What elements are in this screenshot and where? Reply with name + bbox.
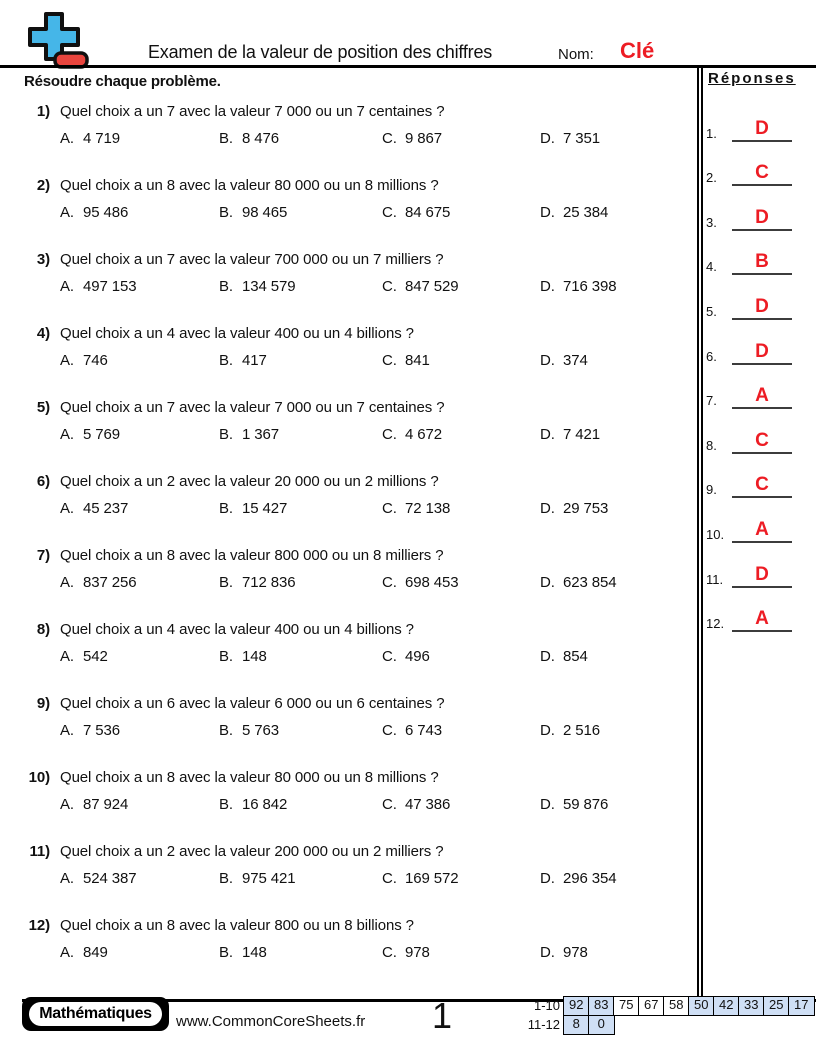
choice-value: 45 237	[83, 500, 129, 517]
choice-b	[219, 944, 382, 961]
answer-letter: A	[755, 608, 769, 630]
brand-badge	[22, 997, 169, 1031]
question-number: 2)	[36, 177, 50, 194]
choice-letter: A.	[60, 130, 74, 147]
score-cell: 67	[638, 996, 665, 1016]
score-cell: 17	[788, 996, 815, 1016]
choice-value: 623 854	[563, 574, 617, 591]
choice-d	[540, 944, 694, 961]
answer-letter: D	[755, 563, 769, 585]
choice-d	[540, 352, 694, 369]
choice-value: 59 876	[563, 796, 609, 813]
choice-b	[219, 500, 382, 517]
choice-letter: D.	[540, 352, 555, 369]
score-row-label: 1-10	[533, 998, 560, 1013]
answers-list	[706, 97, 792, 632]
question-text: Quel choix a un 4 avec la valeur 400 ou un 4 billions ?	[60, 325, 414, 342]
answer-number: 10.	[706, 526, 725, 542]
choice-value: 95 486	[83, 204, 129, 221]
choices-row	[60, 648, 694, 665]
choice-d	[540, 648, 694, 665]
choice-value: 496	[405, 648, 430, 665]
answer-item	[706, 97, 792, 142]
choice-a	[60, 944, 219, 961]
question	[0, 688, 694, 762]
question-number: 11)	[29, 843, 50, 860]
answer-blank-line	[732, 386, 792, 409]
choice-letter: B.	[219, 574, 233, 591]
score-row	[520, 1015, 815, 1035]
choice-value: 134 579	[242, 278, 296, 295]
question-text: Quel choix a un 2 avec la valeur 20 000 ou un 2 millions ?	[60, 473, 439, 490]
question-line	[0, 325, 694, 342]
choice-letter: C.	[382, 870, 397, 887]
choice-value: 746	[83, 352, 108, 369]
choice-letter: A.	[60, 870, 74, 887]
answer-blank-line	[732, 475, 792, 498]
score-cell: 33	[738, 996, 765, 1016]
choice-letter: C.	[382, 426, 397, 443]
choice-value: 1 367	[242, 426, 280, 443]
answer-item	[706, 588, 792, 633]
question-text: Quel choix a un 6 avec la valeur 6 000 ou un 6 centaines ?	[60, 695, 445, 712]
choice-letter: C.	[382, 278, 397, 295]
brand-label: Mathématiques	[29, 1002, 162, 1026]
choice-letter: C.	[382, 796, 397, 813]
question-number: 5)	[36, 399, 50, 416]
choice-letter: A.	[60, 204, 74, 221]
choice-d	[540, 796, 694, 813]
choice-letter: B.	[219, 796, 233, 813]
answer-blank-line	[732, 342, 792, 365]
choice-letter: B.	[219, 426, 233, 443]
choice-letter: A.	[60, 352, 74, 369]
answer-number: 8.	[706, 437, 717, 453]
choice-value: 2 516	[563, 722, 601, 739]
answer-letter: C	[755, 162, 769, 184]
answer-blank-line	[732, 119, 792, 142]
choice-a	[60, 204, 219, 221]
question	[0, 910, 694, 984]
choice-value: 72 138	[405, 500, 451, 517]
choice-d	[540, 870, 694, 887]
question-line	[0, 695, 694, 712]
answer-blank-line	[732, 252, 792, 275]
choice-letter: B.	[219, 722, 233, 739]
choice-value: 712 836	[242, 574, 296, 591]
question	[0, 96, 694, 170]
choices-row	[60, 944, 694, 961]
answers-title: Réponses	[708, 70, 796, 87]
choice-a	[60, 648, 219, 665]
choice-letter: D.	[540, 722, 555, 739]
score-cell: 92	[563, 996, 590, 1016]
question	[0, 170, 694, 244]
score-cell: 25	[763, 996, 790, 1016]
question	[0, 392, 694, 466]
choice-value: 98 465	[242, 204, 288, 221]
choice-value: 7 351	[563, 130, 601, 147]
choice-value: 978	[405, 944, 430, 961]
choices-row	[60, 352, 694, 369]
answer-number: 1.	[706, 125, 717, 141]
choice-c	[382, 944, 540, 961]
choice-value: 854	[563, 648, 588, 665]
question-number: 7)	[36, 547, 50, 564]
choice-value: 497 153	[83, 278, 137, 295]
answer-blank-line	[732, 520, 792, 543]
choice-value: 698 453	[405, 574, 459, 591]
choice-value: 47 386	[405, 796, 451, 813]
choice-value: 4 672	[405, 426, 443, 443]
choice-letter: D.	[540, 574, 555, 591]
choice-letter: D.	[540, 648, 555, 665]
choice-d	[540, 130, 694, 147]
choice-value: 5 763	[242, 722, 280, 739]
answer-number: 12.	[706, 616, 725, 632]
score-cell: 0	[588, 1015, 615, 1035]
score-cell: 50	[688, 996, 715, 1016]
choice-value: 849	[83, 944, 108, 961]
answer-letter: D	[755, 117, 769, 139]
choice-b	[219, 130, 382, 147]
page-number: 1	[432, 995, 453, 1036]
choice-letter: A.	[60, 796, 74, 813]
choice-value: 16 842	[242, 796, 288, 813]
choice-letter: A.	[60, 500, 74, 517]
answer-letter: A	[755, 385, 769, 407]
score-cell: 42	[713, 996, 740, 1016]
answer-item	[706, 543, 792, 588]
answer-blank-line	[732, 609, 792, 632]
choice-b	[219, 722, 382, 739]
choice-letter: B.	[219, 500, 233, 517]
question	[0, 318, 694, 392]
choice-value: 716 398	[563, 278, 617, 295]
choices-row	[60, 204, 694, 221]
choice-letter: D.	[540, 130, 555, 147]
answer-item	[706, 365, 792, 410]
score-cell: 58	[663, 996, 690, 1016]
question-line	[0, 621, 694, 638]
choice-letter: A.	[60, 574, 74, 591]
choice-value: 417	[242, 352, 267, 369]
choice-a	[60, 722, 219, 739]
choices-row	[60, 796, 694, 813]
choice-letter: B.	[219, 944, 233, 961]
choice-letter: D.	[540, 426, 555, 443]
choice-letter: D.	[540, 500, 555, 517]
choice-a	[60, 426, 219, 443]
choice-value: 9 867	[405, 130, 443, 147]
page-title: Examen de la valeur de position des chiffres	[148, 42, 493, 62]
answer-blank-line	[732, 297, 792, 320]
choice-value: 169 572	[405, 870, 459, 887]
question-number: 6)	[36, 473, 50, 490]
question-line	[0, 177, 694, 194]
choice-d	[540, 278, 694, 295]
choice-c	[382, 426, 540, 443]
choice-a	[60, 796, 219, 813]
name-label: Nom:	[558, 46, 594, 63]
choice-value: 84 675	[405, 204, 451, 221]
answers-divider	[697, 65, 703, 998]
choice-b	[219, 204, 382, 221]
header-rule	[0, 65, 816, 68]
choice-letter: C.	[382, 574, 397, 591]
name-value: Clé	[620, 38, 655, 63]
answer-number: 3.	[706, 214, 717, 230]
score-cells	[563, 996, 815, 1016]
instruction-text: Résoudre chaque problème.	[24, 73, 221, 90]
question-text: Quel choix a un 8 avec la valeur 80 000 ou un 8 millions ?	[60, 769, 439, 786]
choice-value: 148	[242, 648, 267, 665]
choice-b	[219, 352, 382, 369]
choice-value: 975 421	[242, 870, 296, 887]
answer-item	[706, 498, 792, 543]
choice-a	[60, 130, 219, 147]
choice-a	[60, 278, 219, 295]
question-number: 1)	[36, 103, 50, 120]
question	[0, 836, 694, 910]
choice-b	[219, 574, 382, 591]
choice-letter: C.	[382, 352, 397, 369]
choices-row	[60, 426, 694, 443]
question-line	[0, 917, 694, 934]
choice-value: 8 476	[242, 130, 280, 147]
score-cell: 75	[613, 996, 640, 1016]
choice-c	[382, 870, 540, 887]
choice-a	[60, 352, 219, 369]
choice-value: 6 743	[405, 722, 443, 739]
question-line	[0, 103, 694, 120]
choice-b	[219, 648, 382, 665]
choice-letter: B.	[219, 870, 233, 887]
choice-value: 542	[83, 648, 108, 665]
question-text: Quel choix a un 7 avec la valeur 7 000 ou un 7 centaines ?	[60, 399, 445, 416]
questions-list	[0, 96, 694, 984]
choice-c	[382, 278, 540, 295]
choice-value: 837 256	[83, 574, 137, 591]
choice-c	[382, 796, 540, 813]
question-line	[0, 251, 694, 268]
answer-item	[706, 275, 792, 320]
choice-value: 25 384	[563, 204, 609, 221]
choice-c	[382, 574, 540, 591]
choice-letter: B.	[219, 278, 233, 295]
question-number: 12)	[28, 917, 50, 934]
question-text: Quel choix a un 2 avec la valeur 200 000 ou un 2 milliers ?	[60, 843, 444, 860]
answer-letter: C	[755, 474, 769, 496]
choice-c	[382, 722, 540, 739]
choice-c	[382, 204, 540, 221]
choice-value: 15 427	[242, 500, 288, 517]
choice-value: 148	[242, 944, 267, 961]
answer-letter: C	[755, 429, 769, 451]
answer-blank-line	[732, 431, 792, 454]
choice-value: 847 529	[405, 278, 459, 295]
choice-b	[219, 426, 382, 443]
question-text: Quel choix a un 8 avec la valeur 800 000 ou un 8 milliers ?	[60, 547, 444, 564]
choice-letter: C.	[382, 204, 397, 221]
choice-a	[60, 870, 219, 887]
question-text: Quel choix a un 4 avec la valeur 400 ou un 4 billions ?	[60, 621, 414, 638]
choice-c	[382, 648, 540, 665]
choice-value: 5 769	[83, 426, 121, 443]
choice-d	[540, 500, 694, 517]
choice-letter: D.	[540, 796, 555, 813]
question	[0, 762, 694, 836]
choice-d	[540, 204, 694, 221]
choice-b	[219, 870, 382, 887]
question-text: Quel choix a un 7 avec la valeur 700 000 ou un 7 milliers ?	[60, 251, 444, 268]
choices-row	[60, 278, 694, 295]
question-line	[0, 473, 694, 490]
choice-letter: D.	[540, 204, 555, 221]
answer-number: 11.	[706, 571, 724, 587]
website-text: www.CommonCoreSheets.fr	[176, 1013, 366, 1030]
choice-value: 29 753	[563, 500, 609, 517]
choice-value: 524 387	[83, 870, 137, 887]
answer-letter: D	[755, 206, 769, 228]
choices-row	[60, 500, 694, 517]
score-table	[520, 996, 815, 1035]
choice-value: 7 536	[83, 722, 121, 739]
choice-letter: A.	[60, 944, 74, 961]
choice-value: 296 354	[563, 870, 617, 887]
choice-letter: B.	[219, 130, 233, 147]
choice-letter: A.	[60, 278, 74, 295]
answer-item	[706, 142, 792, 187]
choice-letter: B.	[219, 204, 233, 221]
choice-letter: A.	[60, 722, 74, 739]
choice-d	[540, 574, 694, 591]
choice-a	[60, 500, 219, 517]
score-cells	[563, 1015, 615, 1035]
answer-blank-line	[732, 163, 792, 186]
choice-d	[540, 722, 694, 739]
question-text: Quel choix a un 8 avec la valeur 80 000 ou un 8 millions ?	[60, 177, 439, 194]
choice-letter: C.	[382, 130, 397, 147]
choices-row	[60, 870, 694, 887]
answer-item	[706, 409, 792, 454]
score-cell: 8	[563, 1015, 590, 1035]
answer-number: 6.	[706, 348, 717, 364]
question-line	[0, 399, 694, 416]
question-line	[0, 769, 694, 786]
answer-item	[706, 231, 792, 276]
question-number: 3)	[36, 251, 50, 268]
answer-blank-line	[732, 565, 792, 588]
question	[0, 614, 694, 688]
choice-a	[60, 574, 219, 591]
plus-minus-logo-icon	[20, 11, 90, 71]
choice-value: 87 924	[83, 796, 129, 813]
question-line	[0, 547, 694, 564]
question	[0, 244, 694, 318]
choice-c	[382, 352, 540, 369]
choice-letter: C.	[382, 944, 397, 961]
answer-item	[706, 186, 792, 231]
choice-letter: D.	[540, 944, 555, 961]
choice-value: 4 719	[83, 130, 121, 147]
choice-letter: B.	[219, 352, 233, 369]
answer-item	[706, 454, 792, 499]
answer-blank-line	[732, 208, 792, 231]
choice-value: 7 421	[563, 426, 601, 443]
choice-c	[382, 500, 540, 517]
question	[0, 540, 694, 614]
choice-value: 374	[563, 352, 588, 369]
choice-b	[219, 278, 382, 295]
choice-d	[540, 426, 694, 443]
question-number: 9)	[36, 695, 50, 712]
choice-letter: A.	[60, 648, 74, 665]
answer-number: 2.	[706, 170, 717, 186]
question-text: Quel choix a un 8 avec la valeur 800 ou un 8 billions ?	[60, 917, 414, 934]
choice-c	[382, 130, 540, 147]
choice-letter: C.	[382, 722, 397, 739]
choices-row	[60, 574, 694, 591]
answer-number: 9.	[706, 482, 717, 498]
question-text: Quel choix a un 7 avec la valeur 7 000 ou un 7 centaines ?	[60, 103, 445, 120]
choice-letter: D.	[540, 870, 555, 887]
answer-number: 7.	[706, 393, 717, 409]
choice-letter: C.	[382, 500, 397, 517]
choice-b	[219, 796, 382, 813]
choices-row	[60, 130, 694, 147]
question-number: 4)	[36, 325, 50, 342]
answer-letter: D	[755, 340, 769, 362]
choice-letter: C.	[382, 648, 397, 665]
question-number: 10)	[28, 769, 50, 786]
choice-letter: B.	[219, 648, 233, 665]
answer-letter: A	[755, 518, 769, 540]
choice-value: 978	[563, 944, 588, 961]
choice-letter: A.	[60, 426, 74, 443]
answer-number: 5.	[706, 303, 717, 319]
choice-value: 841	[405, 352, 430, 369]
score-cell: 83	[588, 996, 615, 1016]
answer-item	[706, 320, 792, 365]
choice-letter: D.	[540, 278, 555, 295]
question	[0, 466, 694, 540]
score-row-label: 11-12	[527, 1016, 560, 1032]
question-line	[0, 843, 694, 860]
choices-row	[60, 722, 694, 739]
answer-letter: D	[755, 295, 769, 317]
score-row	[520, 996, 815, 1016]
question-number: 8)	[36, 621, 50, 638]
answer-number: 4.	[706, 259, 717, 275]
answer-letter: B	[755, 251, 769, 273]
